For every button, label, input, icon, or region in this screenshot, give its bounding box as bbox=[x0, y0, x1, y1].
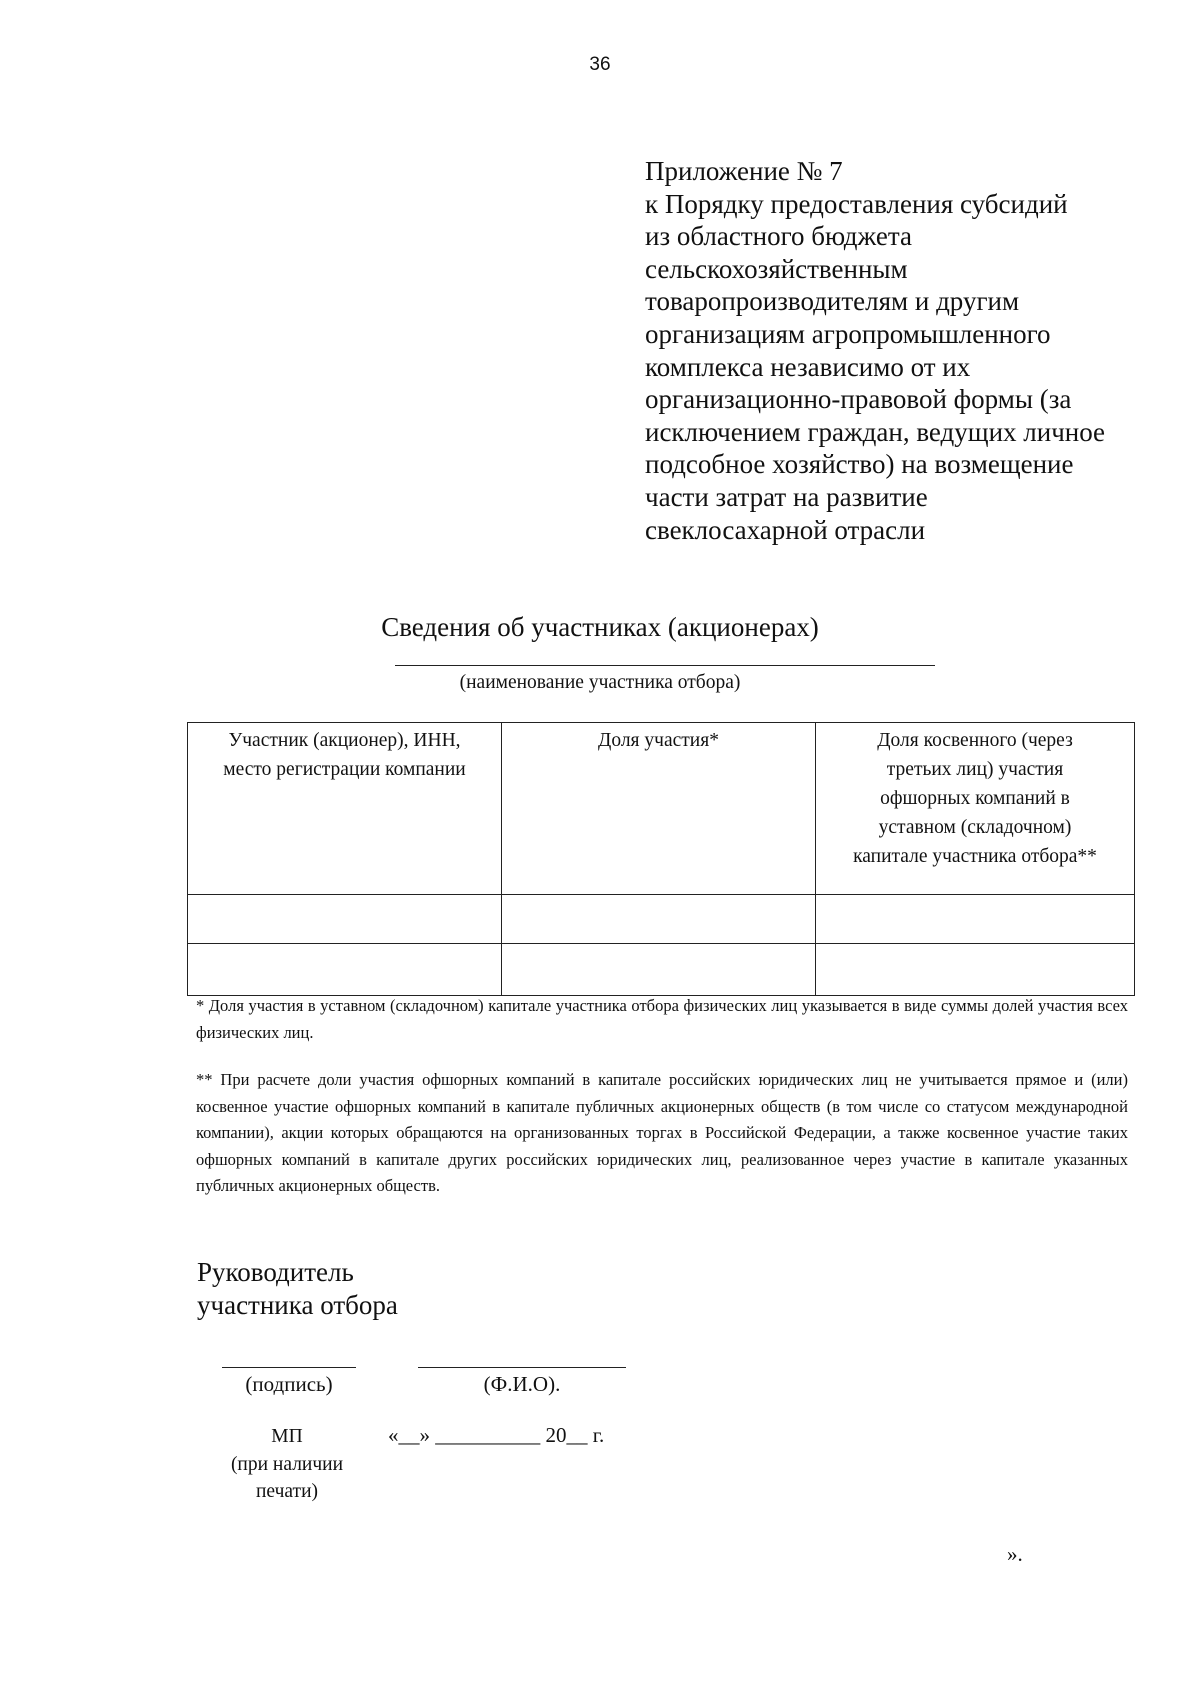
header-line: место регистрации компании bbox=[223, 759, 466, 780]
stamp-line: печати) bbox=[255, 1481, 318, 1502]
full-name-blank-line bbox=[418, 1367, 626, 1368]
footnote-share: * Доля участия в уставном (складочном) капитале участника отбора физических лиц указывается в виде суммы долей участия всех физических лиц. bbox=[196, 996, 1128, 1042]
appendix-heading bbox=[645, 155, 1165, 546]
table-row bbox=[188, 944, 1135, 996]
header-participant bbox=[188, 723, 502, 895]
header-share bbox=[502, 723, 816, 895]
table-row bbox=[188, 895, 1135, 944]
signature-caption: (подпись) bbox=[245, 1372, 333, 1396]
date-field: «__» __________ 20__ г. bbox=[388, 1423, 605, 1447]
appendix-line: исключением граждан, ведущих личное bbox=[645, 416, 1106, 447]
document-title: Сведения об участниках (акционерах) bbox=[381, 612, 819, 642]
table-cell bbox=[502, 895, 816, 944]
appendix-line: свеклосахарной отрасли bbox=[645, 514, 926, 545]
closing-quote: ». bbox=[1007, 1542, 1023, 1566]
header-line: уставном (складочном) bbox=[878, 817, 1072, 838]
stamp-line: МП bbox=[271, 1426, 303, 1447]
signature-blank-line bbox=[222, 1367, 356, 1368]
full-name-caption: (Ф.И.О). bbox=[483, 1372, 561, 1396]
appendix-line: Приложение № 7 bbox=[645, 156, 843, 186]
appendix-line: организациям агропромышленного bbox=[645, 318, 1051, 349]
header-line: офшорных компаний в bbox=[880, 788, 1070, 809]
appendix-line: комплекса независимо от их bbox=[645, 351, 971, 382]
page-number: 36 bbox=[589, 54, 611, 75]
appendix-line: организационно-правовой формы (за bbox=[645, 384, 1072, 415]
appendix-line: части затрат на развитие bbox=[645, 481, 928, 512]
stamp-line: (при наличии bbox=[230, 1453, 344, 1475]
participant-name-caption: (наименование участника отбора) bbox=[459, 672, 741, 693]
head-title-line: Руководитель bbox=[197, 1257, 354, 1287]
header-line: Доля косвенного (через bbox=[877, 730, 1073, 751]
appendix-line: сельскохозяйственным bbox=[645, 253, 908, 284]
participant-name-blank-line bbox=[395, 665, 935, 666]
head-title-line: участника отбора bbox=[197, 1290, 398, 1320]
appendix-line: подсобное хозяйство) на возмещение bbox=[645, 449, 1074, 480]
head-of-participant-title bbox=[197, 1256, 398, 1322]
header-line: Участник (акционер), ИНН, bbox=[228, 730, 461, 751]
table-cell bbox=[502, 944, 816, 996]
footnote-offshore: ** При расчете доли участия офшорных компаний в капитале российских юридических лиц не учитывается прямое и (или) косвенное участие офшорных компаний в капитале публичных акционерных обществ (в том числе со статусом международной компании), акции которых обращаются на организованных торгах в Российской Федерации, а также косвенное участие таких офшорных компаний в капитале других российских юридических лиц, реализованное через участие в капитале указанных публичных акционерных обществ. bbox=[196, 1070, 1128, 1196]
appendix-line: из областного бюджета bbox=[645, 221, 912, 252]
stamp-note bbox=[212, 1423, 362, 1506]
participants-table bbox=[187, 722, 1135, 996]
table-cell bbox=[816, 944, 1135, 996]
table-header-row bbox=[188, 723, 1135, 895]
header-offshore-share bbox=[816, 723, 1135, 895]
header-line: Доля участия* bbox=[598, 730, 719, 751]
table-cell bbox=[816, 895, 1135, 944]
table-cell bbox=[188, 895, 502, 944]
header-line: третьих лиц) участия bbox=[886, 759, 1064, 780]
appendix-line: товаропроизводителям и другим bbox=[645, 286, 1020, 317]
appendix-line: к Порядку предоставления субсидий bbox=[645, 188, 1068, 219]
table-cell bbox=[188, 944, 502, 996]
header-line: капитале участника отбора** bbox=[853, 846, 1097, 867]
